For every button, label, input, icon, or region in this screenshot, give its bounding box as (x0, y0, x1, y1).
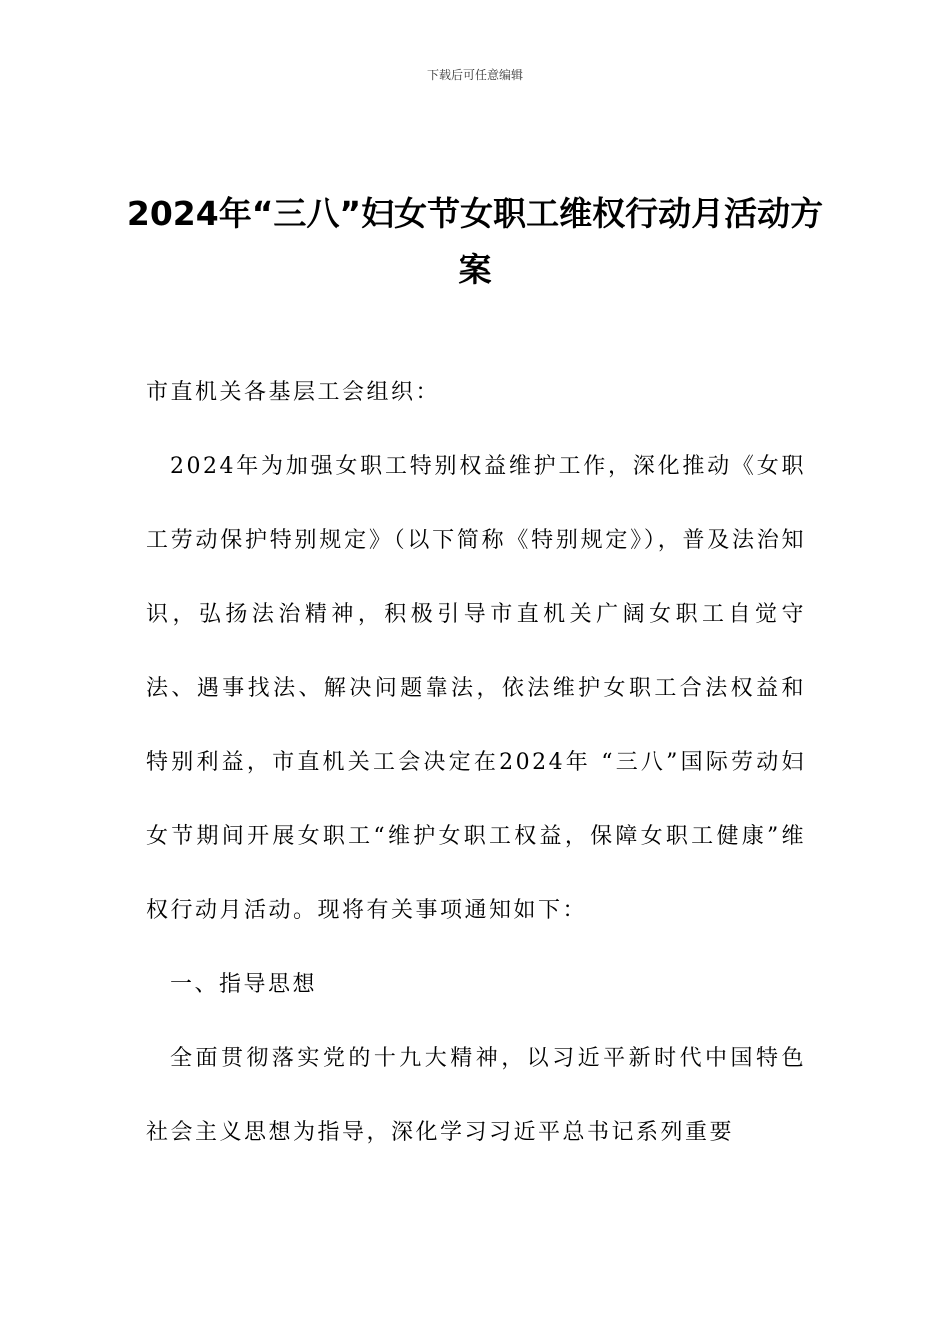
document-title: 2024年“三八”妇女节女职工维权行动月活动方案 (126, 194, 824, 289)
section-heading-guiding-ideology: 一、指导思想 (170, 972, 318, 997)
document-body (146, 356, 806, 1170)
header-note: 下载后可任意编辑 (426, 68, 523, 82)
paragraph-guiding-ideology: 全面贯彻落实党的十九大精神，以习近平新时代中国特色社会主义思想为指导，深化学习习近平总书记系列重要 (146, 1046, 806, 1145)
paragraph-intro: 2024年为加强女职工特别权益维护工作，深化推动《女职工劳动保护特别规定》（以下简称《特别规定》），普及法治知识，弘扬法治精神，积极引导市直机关广阔女职工自觉守法、遇事找法、解决问题靠法，依法维护女职工合法权益和特别利益，市直机关工会决定在2024年 “三八”国际劳动妇女节期间开展女职工“维护女职工权益，保障女职工健康”维权行动月活动。现将有关事项通知如下： (146, 454, 806, 923)
salutation: 市直机关各基层工会组织： (146, 380, 441, 405)
